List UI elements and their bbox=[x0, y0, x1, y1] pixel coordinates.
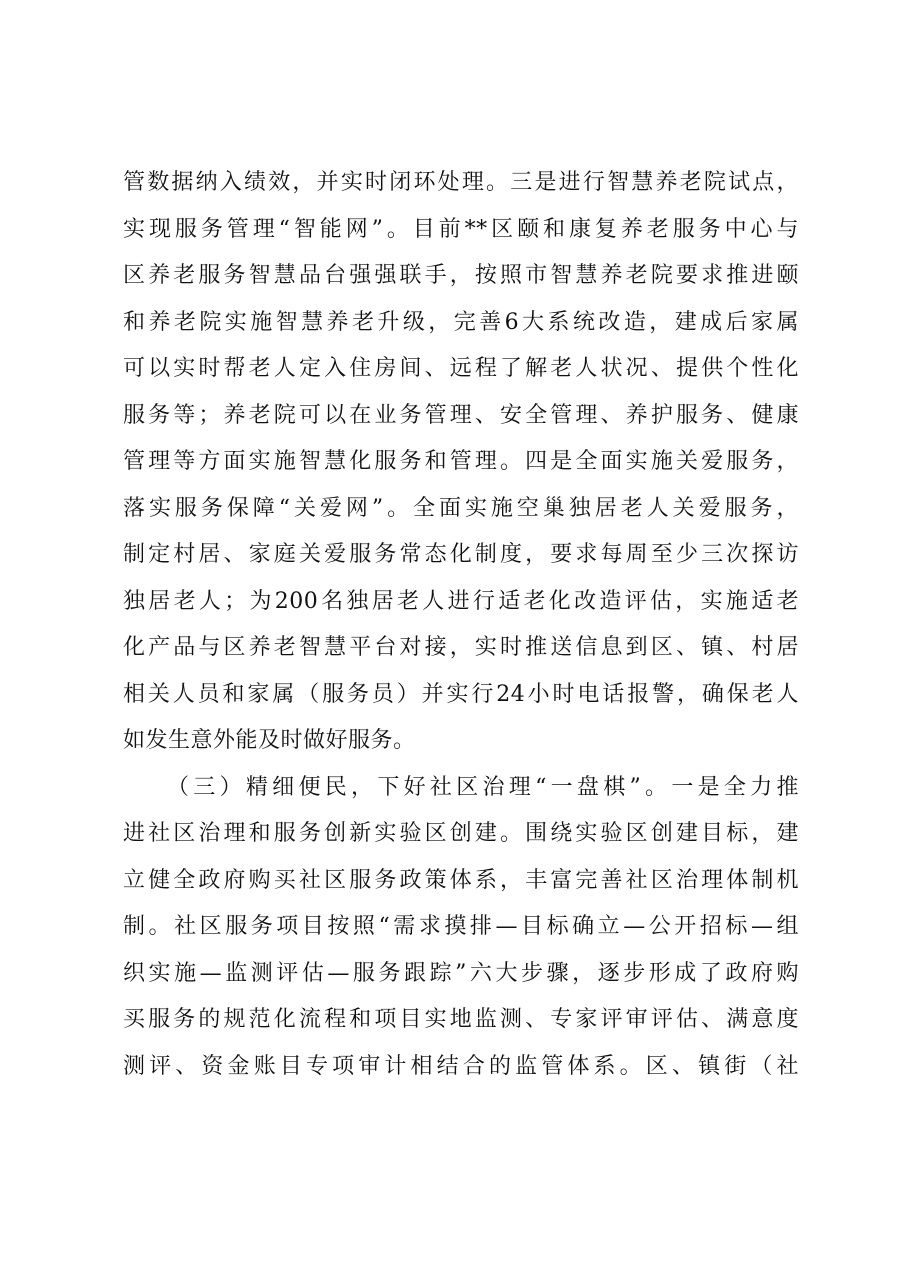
text-line: 管理等方面实施智慧化服务和管理。四是全面实施关爱服务， bbox=[123, 449, 799, 474]
text-line-indented: （三）精细便民，下好社区治理“一盘棋”。一是全力推 bbox=[167, 774, 799, 800]
text-line: 立健全政府购买社区服务政策体系，丰富完善社区治理体制机 bbox=[123, 867, 799, 893]
text-line: 落实服务保障“关爱网”。全面实施空巢独居老人关爱服务， bbox=[123, 495, 799, 521]
text-line-last: 如发生意外能及时做好服务。 bbox=[123, 728, 416, 753]
text-line: 服务等；养老院可以在业务管理、安全管理、养护服务、健康 bbox=[123, 402, 799, 428]
text-line: 织实施—监测评估—服务跟踪”六大步骤，逐步形成了政府购 bbox=[123, 960, 799, 986]
text-line: 相关人员和家属（服务员）并实行24小时电话报警，确保老人 bbox=[123, 681, 799, 707]
text-line: 化产品与区养老智慧平台对接，实时推送信息到区、镇、村居 bbox=[123, 635, 799, 660]
text-line: 管数据纳入绩效，并实时闭环处理。三是进行智慧养老院试点， bbox=[123, 170, 799, 195]
text-line: 区养老服务智慧品台强强联手，按照市智慧养老院要求推进颐 bbox=[123, 263, 799, 288]
text-line: 制。社区服务项目按照“需求摸排—目标确立—公开招标—组 bbox=[123, 914, 799, 939]
text-line: 买服务的规范化流程和项目实地监测、专家评审评估、满意度 bbox=[123, 1007, 799, 1032]
text-line: 独居老人；为200名独居老人进行适老化改造评估，实施适老 bbox=[123, 588, 799, 614]
text-line: 实现服务管理“智能网”。目前**区颐和康复养老服务中心与 bbox=[123, 216, 799, 242]
text-line: 和养老院实施智慧养老升级，完善6大系统改造，建成后家属 bbox=[123, 309, 799, 335]
document-body bbox=[123, 160, 799, 1090]
text-line: 可以实时帮老人定入住房间、远程了解老人状况、提供个性化 bbox=[123, 356, 799, 381]
text-line: 测评、资金账目专项审计相结合的监管体系。区、镇街（社 bbox=[123, 1053, 799, 1079]
text-line: 进社区治理和服务创新实验区创建。围绕实验区创建目标，建 bbox=[123, 821, 799, 846]
text-line: 制定村居、家庭关爱服务常态化制度，要求每周至少三次探访 bbox=[123, 542, 799, 567]
